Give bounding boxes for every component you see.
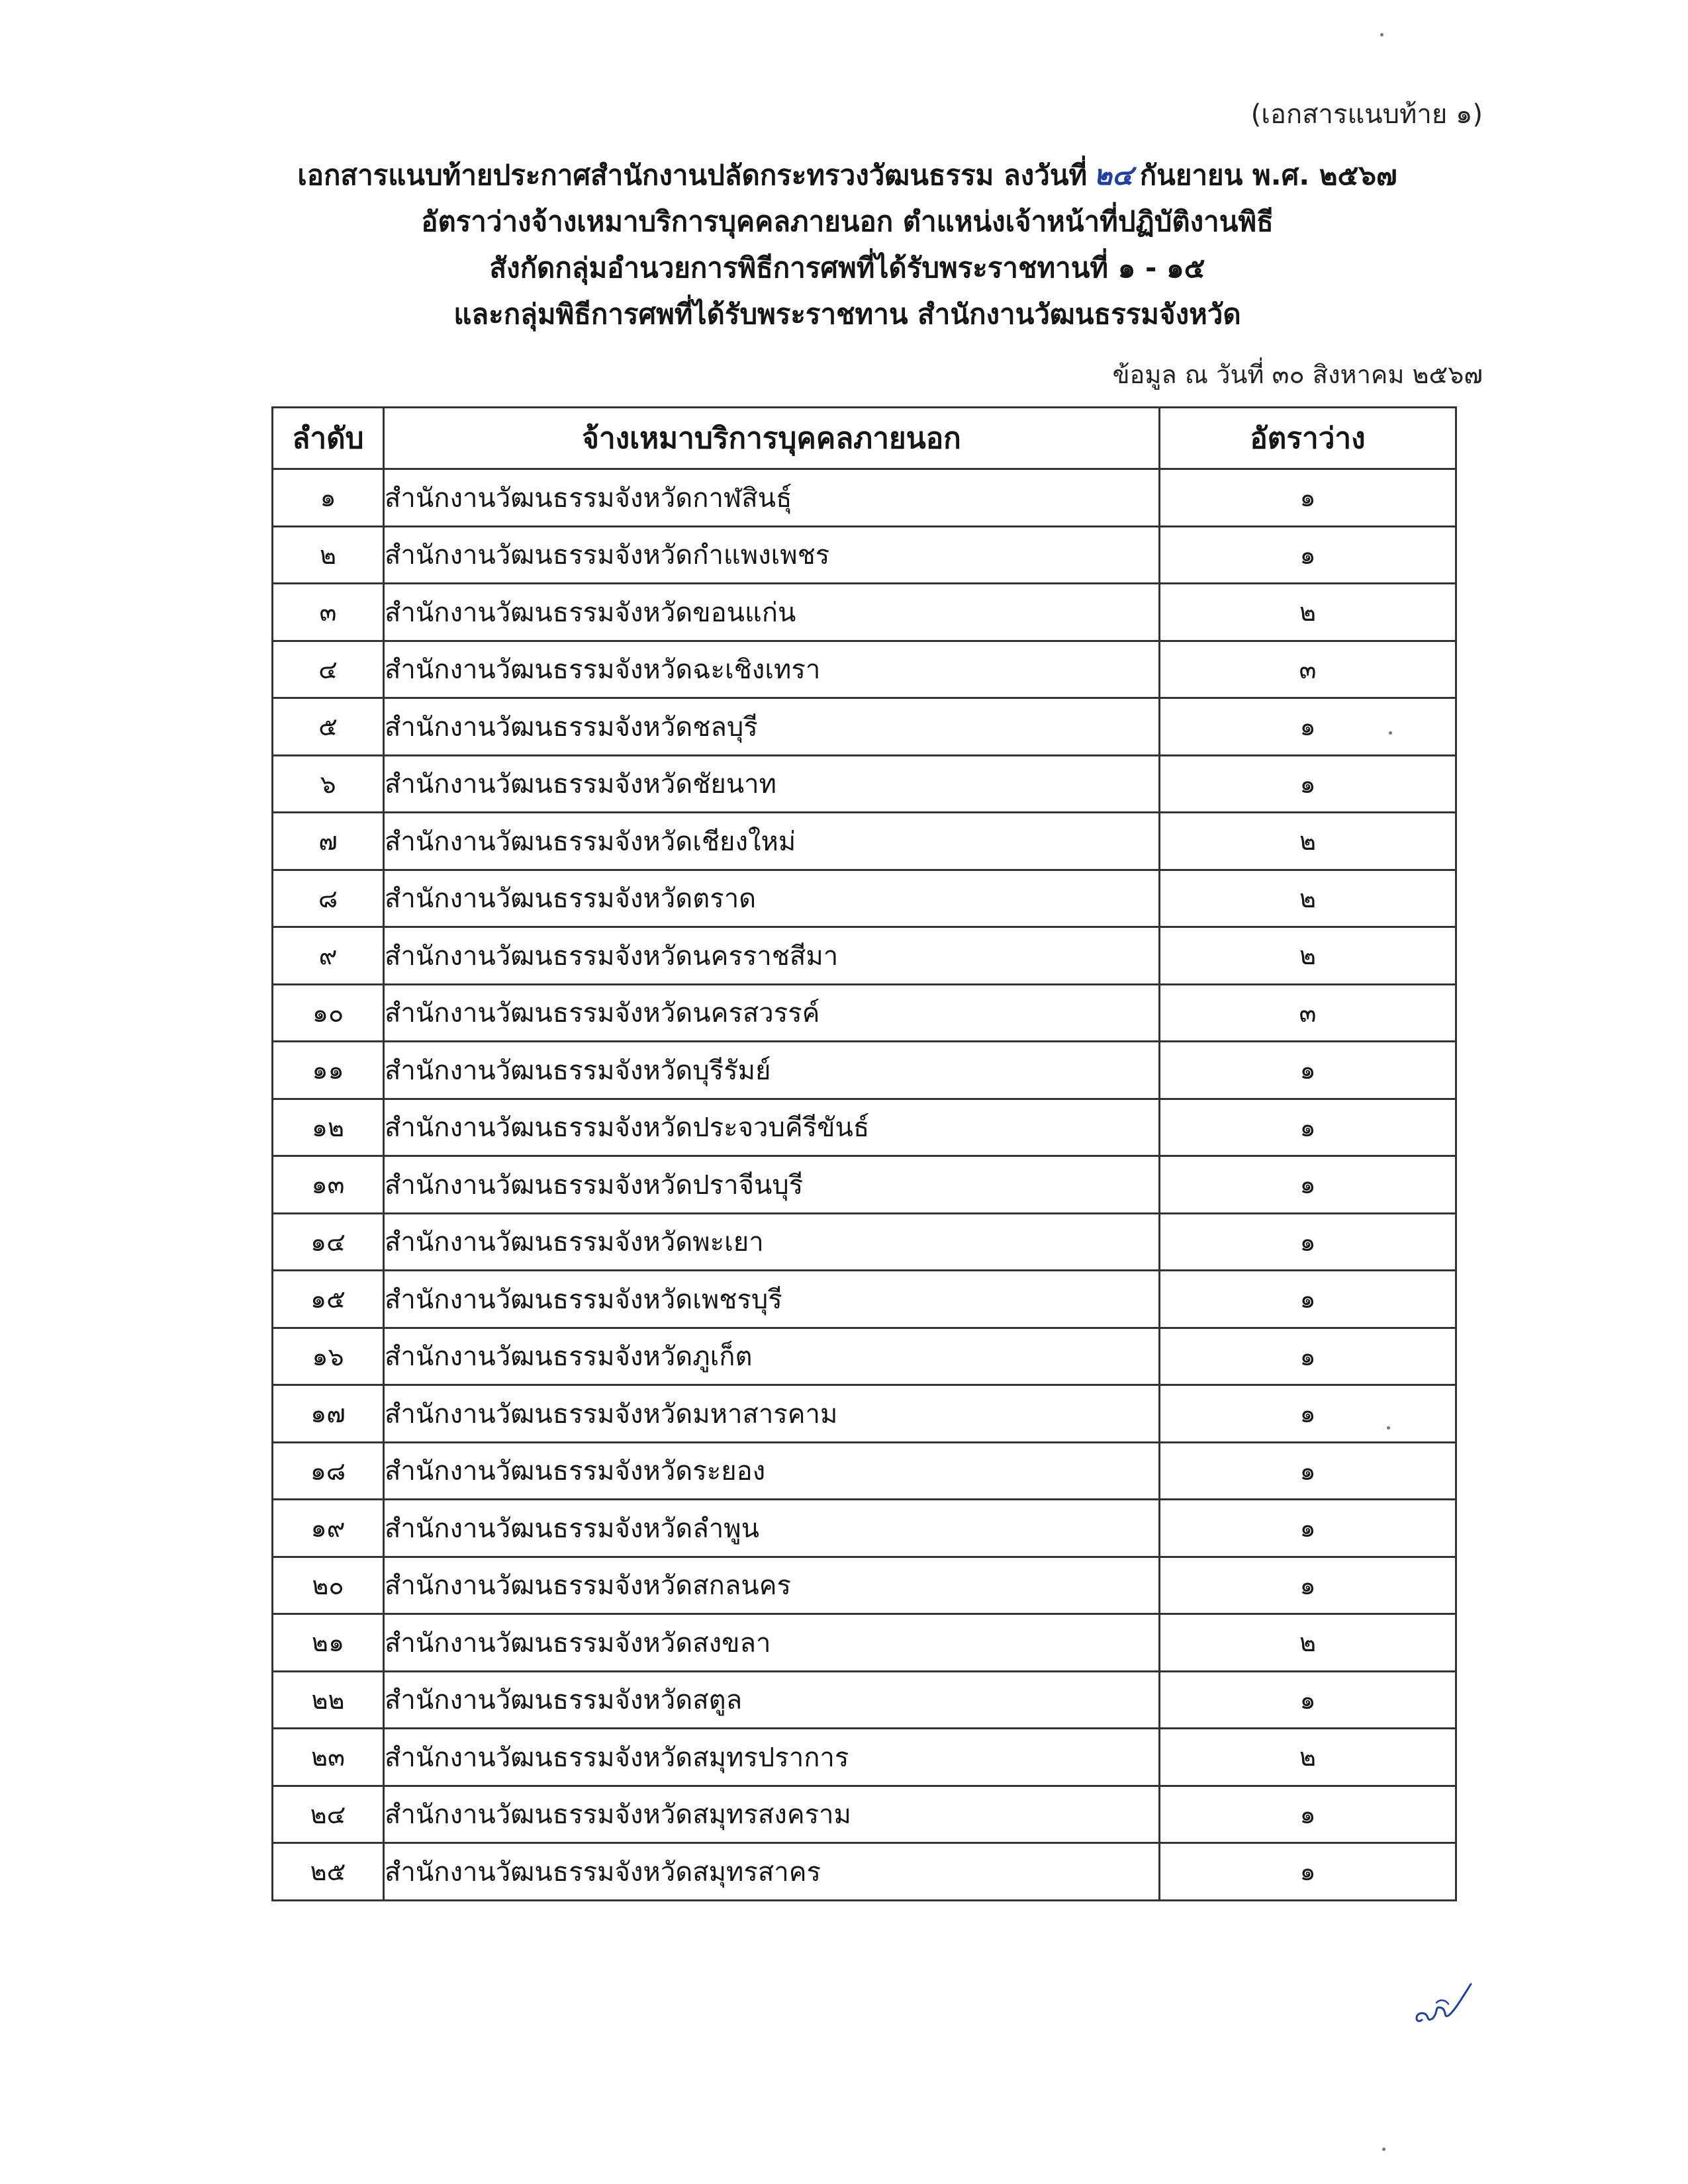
table-body	[273, 469, 1456, 1901]
cell-vacancy: ๒	[1160, 927, 1456, 985]
cell-order: ๑๕	[273, 1271, 384, 1328]
table-row	[273, 813, 1456, 870]
title-line-1-suffix: กันยายน พ.ศ. ๒๕๖๗	[1139, 159, 1397, 191]
cell-order: ๑๒	[273, 1099, 384, 1156]
cell-order: ๔	[273, 641, 384, 698]
scan-speck	[1380, 33, 1383, 36]
table-row	[273, 1271, 1456, 1328]
table-row	[273, 1786, 1456, 1843]
cell-vacancy: ๑	[1160, 1500, 1456, 1557]
cell-office: สำนักงานวัฒนธรรมจังหวัดบุรีรัมย์	[384, 1042, 1160, 1099]
cell-office: สำนักงานวัฒนธรรมจังหวัดชัยนาท	[384, 755, 1160, 813]
cell-order: ๑๙	[273, 1500, 384, 1557]
cell-order: ๘	[273, 870, 384, 927]
table-row	[273, 755, 1456, 813]
cell-vacancy: ๑	[1160, 1213, 1456, 1271]
cell-order: ๒๒	[273, 1671, 384, 1729]
table-row	[273, 1213, 1456, 1271]
cell-office: สำนักงานวัฒนธรรมจังหวัดพะเยา	[384, 1213, 1160, 1271]
cell-vacancy: ๒	[1160, 1729, 1456, 1786]
cell-order: ๒๕	[273, 1843, 384, 1901]
cell-office: สำนักงานวัฒนธรรมจังหวัดฉะเชิงเทรา	[384, 641, 1160, 698]
cell-vacancy: ๓	[1160, 984, 1456, 1042]
cell-vacancy: ๑	[1160, 755, 1456, 813]
cell-office: สำนักงานวัฒนธรรมจังหวัดขอนแก่น	[384, 584, 1160, 641]
cell-vacancy: ๑	[1160, 1843, 1456, 1901]
title-line-1-prefix: เอกสารแนบท้ายประกาศสำนักงานปลัดกระทรวงวัฒนธรรม ลงวันที่	[297, 159, 1088, 191]
cell-office: สำนักงานวัฒนธรรมจังหวัดกำแพงเพชร	[384, 526, 1160, 584]
cell-order: ๑๖	[273, 1328, 384, 1385]
table-row	[273, 984, 1456, 1042]
cell-vacancy: ๒	[1160, 870, 1456, 927]
cell-order: ๕	[273, 698, 384, 756]
cell-vacancy: ๑	[1160, 1271, 1456, 1328]
cell-vacancy: ๑	[1160, 1442, 1456, 1500]
cell-office: สำนักงานวัฒนธรรมจังหวัดนครสวรรค์	[384, 984, 1160, 1042]
title-line-4: และกลุ่มพิธีการศพที่ได้รับพระราชทาน สำนักงานวัฒนธรรมจังหวัด	[453, 298, 1241, 330]
table-row	[273, 584, 1456, 641]
title-line-3: สังกัดกลุ่มอำนวยการพิธีการศพที่ได้รับพระราชทานที่ ๑ - ๑๕	[489, 251, 1205, 284]
cell-office: สำนักงานวัฒนธรรมจังหวัดสมุทรปราการ	[384, 1729, 1160, 1786]
column-header-order: ลำดับ	[273, 408, 384, 469]
cell-office: สำนักงานวัฒนธรรมจังหวัดสมุทรสงคราม	[384, 1786, 1160, 1843]
cell-vacancy: ๑	[1160, 698, 1456, 756]
cell-office: สำนักงานวัฒนธรรมจังหวัดเชียงใหม่	[384, 813, 1160, 870]
scan-speck	[1382, 2148, 1385, 2151]
vacancy-table	[271, 406, 1457, 1901]
cell-vacancy: ๑	[1160, 1099, 1456, 1156]
cell-vacancy: ๒	[1160, 584, 1456, 641]
cell-office: สำนักงานวัฒนธรรมจังหวัดมหาสารคาม	[384, 1385, 1160, 1443]
cell-vacancy: ๑	[1160, 1328, 1456, 1385]
cell-office: สำนักงานวัฒนธรรมจังหวัดสตูล	[384, 1671, 1160, 1729]
cell-vacancy: ๑	[1160, 469, 1456, 527]
cell-order: ๑	[273, 469, 384, 527]
table-row	[273, 1442, 1456, 1500]
cell-office: สำนักงานวัฒนธรรมจังหวัดนครราชสีมา	[384, 927, 1160, 985]
column-header-vacancy: อัตราว่าง	[1160, 408, 1456, 469]
cell-order: ๗	[273, 813, 384, 870]
cell-office: สำนักงานวัฒนธรรมจังหวัดตราด	[384, 870, 1160, 927]
table-row	[273, 1328, 1456, 1385]
cell-office: สำนักงานวัฒนธรรมจังหวัดสงขลา	[384, 1614, 1160, 1672]
table-row	[273, 870, 1456, 927]
cell-office: สำนักงานวัฒนธรรมจังหวัดเพชรบุรี	[384, 1271, 1160, 1328]
cell-office: สำนักงานวัฒนธรรมจังหวัดลำพูน	[384, 1500, 1160, 1557]
handwritten-day: ๒๔	[1094, 159, 1133, 191]
table-row	[273, 1500, 1456, 1557]
cell-vacancy: ๓	[1160, 641, 1456, 698]
cell-order: ๒๑	[273, 1614, 384, 1672]
table-row	[273, 1843, 1456, 1901]
cell-vacancy: ๑	[1160, 1042, 1456, 1099]
column-header-office: จ้างเหมาบริการบุคคลภายนอก	[384, 408, 1160, 469]
scan-speck	[1387, 1426, 1390, 1430]
cell-order: ๖	[273, 755, 384, 813]
scan-speck	[1389, 731, 1392, 735]
cell-vacancy: ๑	[1160, 1557, 1456, 1614]
cell-order: ๓	[273, 584, 384, 641]
table-row	[273, 1729, 1456, 1786]
attachment-label: (เอกสารแนบท้าย ๑)	[1250, 99, 1483, 130]
cell-order: ๒๓	[273, 1729, 384, 1786]
table-header-row	[273, 408, 1456, 469]
cell-office: สำนักงานวัฒนธรรมจังหวัดปราจีนบุรี	[384, 1156, 1160, 1214]
title-line-2: อัตราว่างจ้างเหมาบริการบุคคลภายนอก ตำแหน่งเจ้าหน้าที่ปฏิบัติงานพิธี	[421, 205, 1274, 238]
table-row	[273, 641, 1456, 698]
table-row	[273, 469, 1456, 527]
cell-order: ๑๓	[273, 1156, 384, 1214]
table-row	[273, 1042, 1456, 1099]
cell-order: ๒๔	[273, 1786, 384, 1843]
data-as-of-date: ข้อมูล ณ วันที่ ๓๐ สิงหาคม ๒๕๖๗	[1112, 360, 1483, 389]
cell-office: สำนักงานวัฒนธรรมจังหวัดประจวบคีรีขันธ์	[384, 1099, 1160, 1156]
cell-order: ๑๗	[273, 1385, 384, 1443]
cell-vacancy: ๒	[1160, 1614, 1456, 1672]
cell-vacancy: ๑	[1160, 1156, 1456, 1214]
cell-office: สำนักงานวัฒนธรรมจังหวัดระยอง	[384, 1442, 1160, 1500]
table-row	[273, 1099, 1456, 1156]
cell-order: ๒	[273, 526, 384, 584]
table-row	[273, 1557, 1456, 1614]
table-row	[273, 1614, 1456, 1672]
cell-vacancy: ๑	[1160, 526, 1456, 584]
cell-vacancy: ๑	[1160, 1671, 1456, 1729]
table-row	[273, 1671, 1456, 1729]
cell-vacancy: ๑	[1160, 1786, 1456, 1843]
title-line-1	[199, 152, 1496, 199]
handwritten-initials	[1410, 1979, 1476, 2032]
document-title	[199, 152, 1496, 338]
cell-order: ๑๑	[273, 1042, 384, 1099]
table-row	[273, 698, 1456, 756]
cell-office: สำนักงานวัฒนธรรมจังหวัดสมุทรสาคร	[384, 1843, 1160, 1901]
cell-office: สำนักงานวัฒนธรรมจังหวัดชลบุรี	[384, 698, 1160, 756]
cell-office: สำนักงานวัฒนธรรมจังหวัดกาฬสินธุ์	[384, 469, 1160, 527]
cell-order: ๒๐	[273, 1557, 384, 1614]
cell-order: ๑๘	[273, 1442, 384, 1500]
cell-order: ๑๔	[273, 1213, 384, 1271]
cell-vacancy: ๒	[1160, 813, 1456, 870]
table-row	[273, 526, 1456, 584]
cell-office: สำนักงานวัฒนธรรมจังหวัดสกลนคร	[384, 1557, 1160, 1614]
cell-office: สำนักงานวัฒนธรรมจังหวัดภูเก็ต	[384, 1328, 1160, 1385]
cell-order: ๙	[273, 927, 384, 985]
cell-order: ๑๐	[273, 984, 384, 1042]
table-row	[273, 1156, 1456, 1214]
table-row	[273, 927, 1456, 985]
cell-vacancy: ๑	[1160, 1385, 1456, 1443]
table-row	[273, 1385, 1456, 1443]
